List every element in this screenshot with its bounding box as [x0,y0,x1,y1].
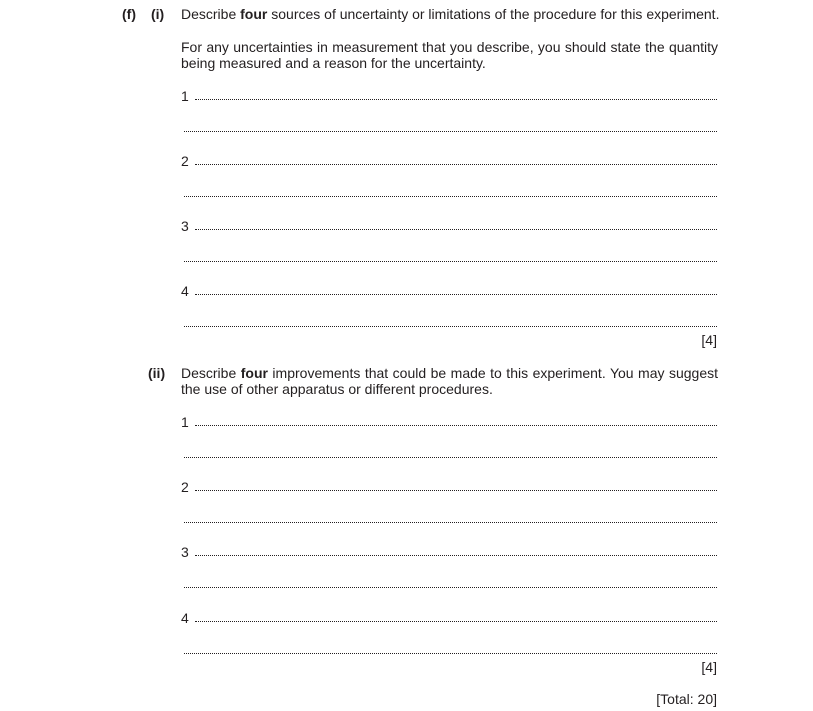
answer-line-i-4a[interactable] [195,294,717,295]
question-ii-text: Describe four improvements that could be made to this experiment. You may suggest the use of other apparatus or different procedures. [181,365,719,397]
marks-ii: [4] [701,659,717,675]
answer-line-ii-4b[interactable] [184,653,717,654]
answer-line-ii-3b[interactable] [184,587,717,588]
answer-line-ii-2a[interactable] [195,490,717,491]
question-i-instructions: For any uncertainties in measurement that you describe, you should state the quantity being measured and a reason for the uncertainty. [181,39,718,71]
answer-line-ii-2b[interactable] [184,522,717,523]
answer-number-ii-3: 3 [181,544,189,560]
answer-number-i-2: 2 [181,153,189,169]
answer-line-i-4b[interactable] [184,326,717,327]
answer-number-ii-4: 4 [181,610,189,626]
answer-line-ii-4a[interactable] [195,621,717,622]
total-marks: [Total: 20] [656,691,717,707]
answer-number-ii-2: 2 [181,479,189,495]
answer-line-i-2a[interactable] [195,164,717,165]
answer-line-i-2b[interactable] [184,196,717,197]
sub-part-label-ii: (ii) [148,365,166,381]
answer-line-i-1b[interactable] [184,131,717,132]
answer-line-ii-3a[interactable] [195,555,717,556]
marks-i: [4] [701,332,717,348]
answer-number-i-4: 4 [181,283,189,299]
answer-number-i-1: 1 [181,88,189,104]
sub-part-label-i: (i) [151,6,165,22]
part-label: (f) [122,6,136,22]
answer-line-i-3b[interactable] [184,261,717,262]
question-i-line1: Describe four sources of uncertainty or limitations of the procedure for this experiment. [181,6,720,22]
answer-line-ii-1a[interactable] [195,425,717,426]
answer-number-i-3: 3 [181,218,189,234]
answer-line-i-3a[interactable] [195,229,717,230]
answer-number-ii-1: 1 [181,414,189,430]
answer-line-ii-1b[interactable] [184,457,717,458]
answer-line-i-1a[interactable] [195,99,717,100]
